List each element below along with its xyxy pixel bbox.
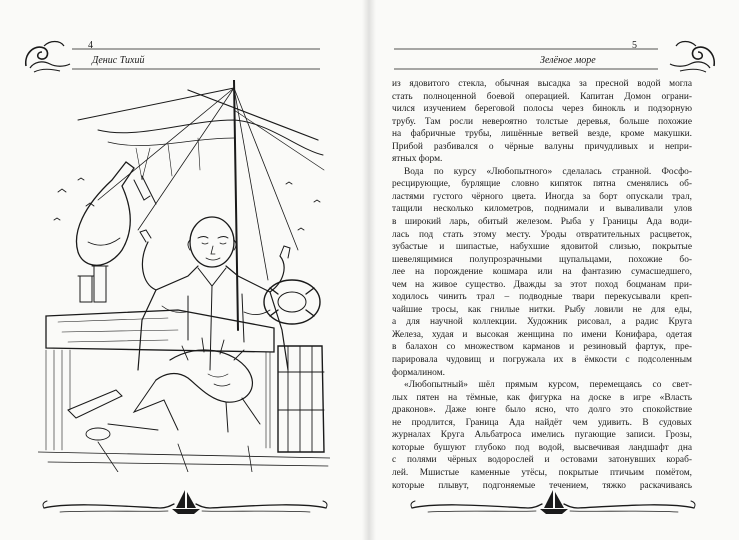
- text-line: журналах Круга Альбатроса имелись пугающие записи. Грозы,: [392, 430, 692, 441]
- text-line: а для научной коллекции. Художник рисовал, а радис Круга: [392, 317, 692, 328]
- text-line: которые бушуют глубоко под водой, высвечивая ландшафт дна: [392, 442, 692, 453]
- text-line: зубастые и шипастые, набухшие ядовитой слизью, покрытые: [392, 242, 692, 253]
- text-line: лых пятен на тёмные, как фигурка на доске в игре «Власть: [392, 392, 692, 403]
- right-running-head: [390, 38, 720, 78]
- text-line: в балахон со множеством карманов и резиновый фартук, пре-: [392, 342, 692, 353]
- text-line: трубу. Там росли невероятно толстые деревья, больше похожие: [392, 116, 692, 127]
- text-line: шевелящимися полупрозрачными щупальцами, похожие бо-: [392, 254, 692, 265]
- body-text: [392, 78, 692, 492]
- text-line: стать полноценной боевой операцией. Капитан Домон ограни-: [392, 91, 692, 102]
- text-line: которые плывут, подгоняемые течением, тяжко раскачиваясь: [392, 480, 692, 491]
- text-line: в широкий ларь, обитый железом. Рыба у Границы Ада води-: [392, 217, 692, 228]
- text-line: Железа, худая и высокая женщина по имени Конифара, одетая: [392, 329, 692, 340]
- text-line: формалином.: [392, 367, 445, 378]
- left-running-head: [20, 38, 350, 78]
- text-line: Прибой разбивался о чёрные валуны причудливых и непри-: [392, 141, 692, 152]
- book-gutter: [362, 0, 376, 540]
- text-line: чем на живое существо. Дважды за этот поход боцманам при-: [392, 279, 692, 290]
- text-line: ятных форм.: [392, 154, 443, 165]
- text-line: чился изучением береговой полосы через бинокль и подзорную: [392, 104, 692, 115]
- wave-ornament-icon: [20, 38, 350, 78]
- sailboat-footer-ornament-icon: [408, 488, 698, 518]
- page-number-left: 4: [88, 40, 93, 51]
- text-line: на фабричные трубы, лишённые ветвей везде, кроме макушки.: [392, 129, 692, 140]
- running-title-book: Зелёное море: [540, 55, 596, 66]
- text-line: с полями чёрных водорослей и остовами затонувших кораб-: [392, 455, 692, 466]
- page-number-right: 5: [632, 40, 637, 51]
- sailboat-footer-ornament-icon: [40, 488, 330, 518]
- text-line: лее на порождение кошмара или на фантазию сумасшедшего,: [392, 267, 692, 278]
- ship-deck-illustration: [38, 80, 330, 472]
- text-line: чайшие тросы, как гнилые нитки. Рыбу ловили не для еды,: [392, 304, 692, 315]
- text-line: «Любопытный» шёл прямым курсом, перемещаясь со свет-: [404, 380, 692, 391]
- text-line: парировала чудовищ и погружала их в ёмкости с подсоленным: [392, 355, 692, 366]
- text-line: тащили несколько километров, поднимали и вываливали улов: [392, 204, 692, 215]
- text-line: ходилось чинить трал – подводные твари перекусывали креп-: [392, 292, 692, 303]
- text-line: не продлится, Граница Ада найдёт чем удивить. В судовых: [392, 417, 692, 428]
- text-line: из ядовитого стекла, обычная высадка за пресной водой могла: [392, 79, 692, 89]
- running-title-author: Денис Тихий: [92, 55, 145, 66]
- text-line: Вода по курсу «Любопытного» сделалась странной. Фосфо-: [404, 166, 692, 177]
- text-line: драконов». Даже юнге было ясно, что долго это спокойствие: [392, 405, 692, 416]
- text-line: лей. Мшистые каменные утёсы, покрытые птичьим помётом,: [392, 467, 692, 478]
- text-line: ластями густого чёрного цвета. Иногда за борт опускали трал,: [392, 191, 692, 202]
- text-line: лась под стать этому месту. Уроды отвратительных расцветок,: [392, 229, 692, 240]
- text-line: ресцирующие, бурлящие словно кипяток пятна сменялись об-: [392, 179, 692, 190]
